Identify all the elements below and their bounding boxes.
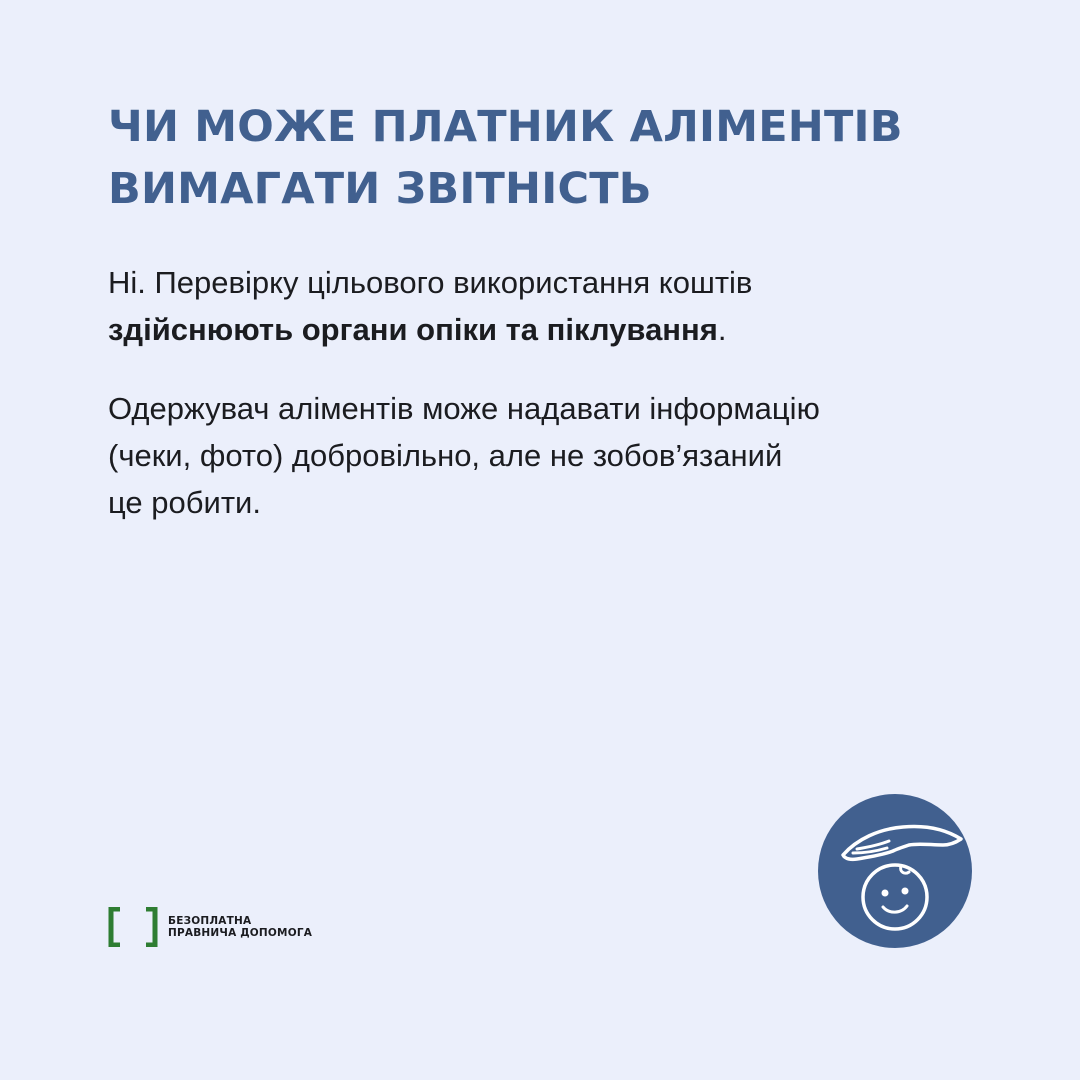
title-line-2: ВИМАГАТИ ЗВІТНІСТЬ (108, 164, 652, 214)
recipient-line-2: (чеки, фото) добровільно, але не зобов’язаний (108, 438, 783, 473)
hand-over-child-icon (817, 793, 973, 949)
title-line-1: ЧИ МОЖЕ ПЛАТНИК АЛІМЕНТІВ (108, 102, 903, 152)
organization-logo (108, 907, 312, 947)
recipient-line-3: це робити. (108, 485, 261, 520)
page-title (108, 96, 988, 220)
recipient-line-1: Одержувач аліментів може надавати інформацію (108, 391, 820, 426)
bracket-logo-icon (108, 907, 158, 947)
logo-line-1: БЕЗОПЛАТНА (168, 915, 252, 927)
answer-line-1: Ні. Перевірку цільового використання коштів (108, 265, 753, 300)
answer-paragraph (108, 259, 988, 353)
logo-line-2: ПРАВНИЧА ДОПОМОГА (168, 927, 313, 939)
answer-period: . (717, 312, 727, 347)
answer-emphasis: здійснюють органи опіки та піклування (108, 312, 718, 347)
logo-text (168, 915, 312, 939)
recipient-paragraph (108, 385, 988, 526)
answer-line-2 (108, 306, 988, 353)
